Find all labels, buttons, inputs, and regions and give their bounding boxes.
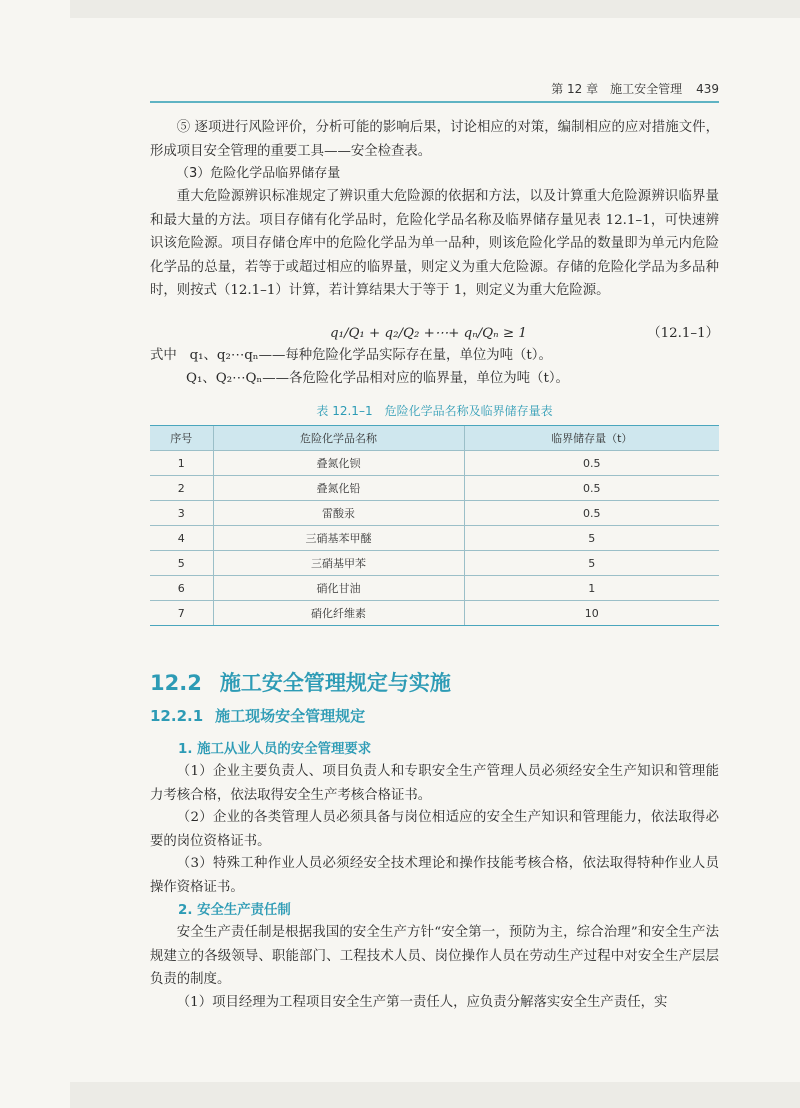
part1-heading: 1. 施工从业人员的安全管理要求 (178, 742, 372, 757)
col-header-name: 危险化学品名称 (213, 426, 464, 451)
cell-index: 4 (150, 526, 213, 551)
formula-where-2: Q₁、Q₂⋯Qₙ——各危险化学品相对应的临界量，单位为吨（t）。 (186, 371, 569, 386)
cell-name: 硝化纤维素 (213, 601, 464, 626)
cell-quantity: 5 (464, 551, 719, 576)
section-title: 施工安全管理规定与实施 (219, 671, 451, 695)
cell-quantity: 5 (464, 526, 719, 551)
sub3-heading: （3）危险化学品临界储存量 (176, 166, 341, 181)
cell-index: 1 (150, 451, 213, 476)
cell-quantity: 0.5 (464, 501, 719, 526)
cell-name: 三硝基甲苯 (213, 551, 464, 576)
section-number: 12.2 (150, 671, 202, 695)
scan-edge-bottom (70, 1082, 800, 1108)
table-row (150, 526, 719, 551)
part2-item-1: （1）项目经理为工程项目安全生产第一责任人，应负责分解落实安全生产责任，实 (176, 995, 668, 1010)
col-header-quantity: 临界储存量（t） (464, 426, 719, 451)
where-q-definition: q₁、q₂⋯qₙ——每种危险化学品实际存在量，单位为吨（t）。 (189, 348, 552, 363)
table-header-row (150, 426, 719, 451)
subsection-title: 施工现场安全管理规定 (215, 707, 366, 725)
chemicals-table (150, 425, 719, 626)
cell-index: 3 (150, 501, 213, 526)
cell-name: 硝化甘油 (213, 576, 464, 601)
cell-index: 2 (150, 476, 213, 501)
subsection-number: 12.2.1 (150, 707, 204, 725)
part1-item-3: （3）特殊工种作业人员必须经安全技术理论和操作技能考核合格，依法取得特种作业人员操作资格证书。 (150, 856, 719, 895)
part2-paragraph: 安全生产责任制是根据我国的安全生产方针“安全第一，预防为主，综合治理”和安全生产法规建立的各级领导、职能部门、工程技术人员、岗位操作人员在劳动生产过程中对安全生产层层负责的制度。 (150, 925, 719, 987)
running-header (150, 80, 719, 97)
table-row (150, 601, 719, 626)
cell-name: 雷酸汞 (213, 501, 464, 526)
cell-index: 6 (150, 576, 213, 601)
cell-name: 三硝基苯甲醚 (213, 526, 464, 551)
intro-paragraph: 重大危险源辨识标准规定了辨识重大危险源的依据和方法，以及计算重大危险源辨识临界量和最大量的方法。项目存储有化学品时，危险化学品名称及临界储存量见表 12.1–1，可快速辨识该危险源。项目存储仓库中的危险化学品为单一品种，则该危险化学品的数量即为单元内危险化学品的总量，若等于或超过相应的临界量，则定义为重大危险源。存储的危险化学品为多品种时，则按式（12.1–1）计算，若计算结果大于等于 1，则定义为重大危险源。 (150, 189, 719, 298)
cell-quantity: 0.5 (464, 451, 719, 476)
cell-name: 叠氮化钡 (213, 451, 464, 476)
cell-quantity: 10 (464, 601, 719, 626)
formula-where-1 (150, 345, 552, 367)
table-row (150, 451, 719, 476)
col-header-index: 序号 (150, 426, 213, 451)
cell-quantity: 0.5 (464, 476, 719, 501)
table-row (150, 476, 719, 501)
table-row (150, 501, 719, 526)
subsection-heading (150, 705, 365, 726)
table-row (150, 551, 719, 576)
cell-index: 5 (150, 551, 213, 576)
formula-expression: q₁/Q₁ + q₂/Q₂ +⋯+ qₙ/Qₙ ≥ 1 (330, 326, 527, 341)
table-row (150, 576, 719, 601)
header-rule (150, 101, 719, 103)
intro-item-5: ⑤ 逐项进行风险评价，分析可能的影响后果，讨论相应的对策，编制相应的应对措施文件，形成项目安全管理的重要工具——安全检查表。 (150, 120, 719, 159)
table-caption: 表 12.1–1 危险化学品名称及临界储存量表 (316, 404, 553, 418)
cell-name: 叠氮化铅 (213, 476, 464, 501)
scan-edge-top (70, 0, 800, 18)
part1-item-2: （2）企业的各类管理人员必须具备与岗位相适应的安全生产知识和管理能力，依法取得必要的岗位资格证书。 (150, 810, 719, 849)
section-heading (150, 667, 451, 697)
cell-index: 7 (150, 601, 213, 626)
where-label: 式中 (150, 348, 177, 363)
part2-heading: 2. 安全生产责任制 (178, 903, 291, 918)
cell-quantity: 1 (464, 576, 719, 601)
part1-item-1: （1）企业主要负责人、项目负责人和专职安全生产管理人员必须经安全生产知识和管理能力考核合格，依法取得安全生产考核合格证书。 (150, 764, 719, 803)
page-number: 439 (696, 82, 719, 96)
chapter-title: 第 12 章 施工安全管理 (551, 82, 683, 96)
formula-number: （12.1–1） (647, 326, 719, 341)
